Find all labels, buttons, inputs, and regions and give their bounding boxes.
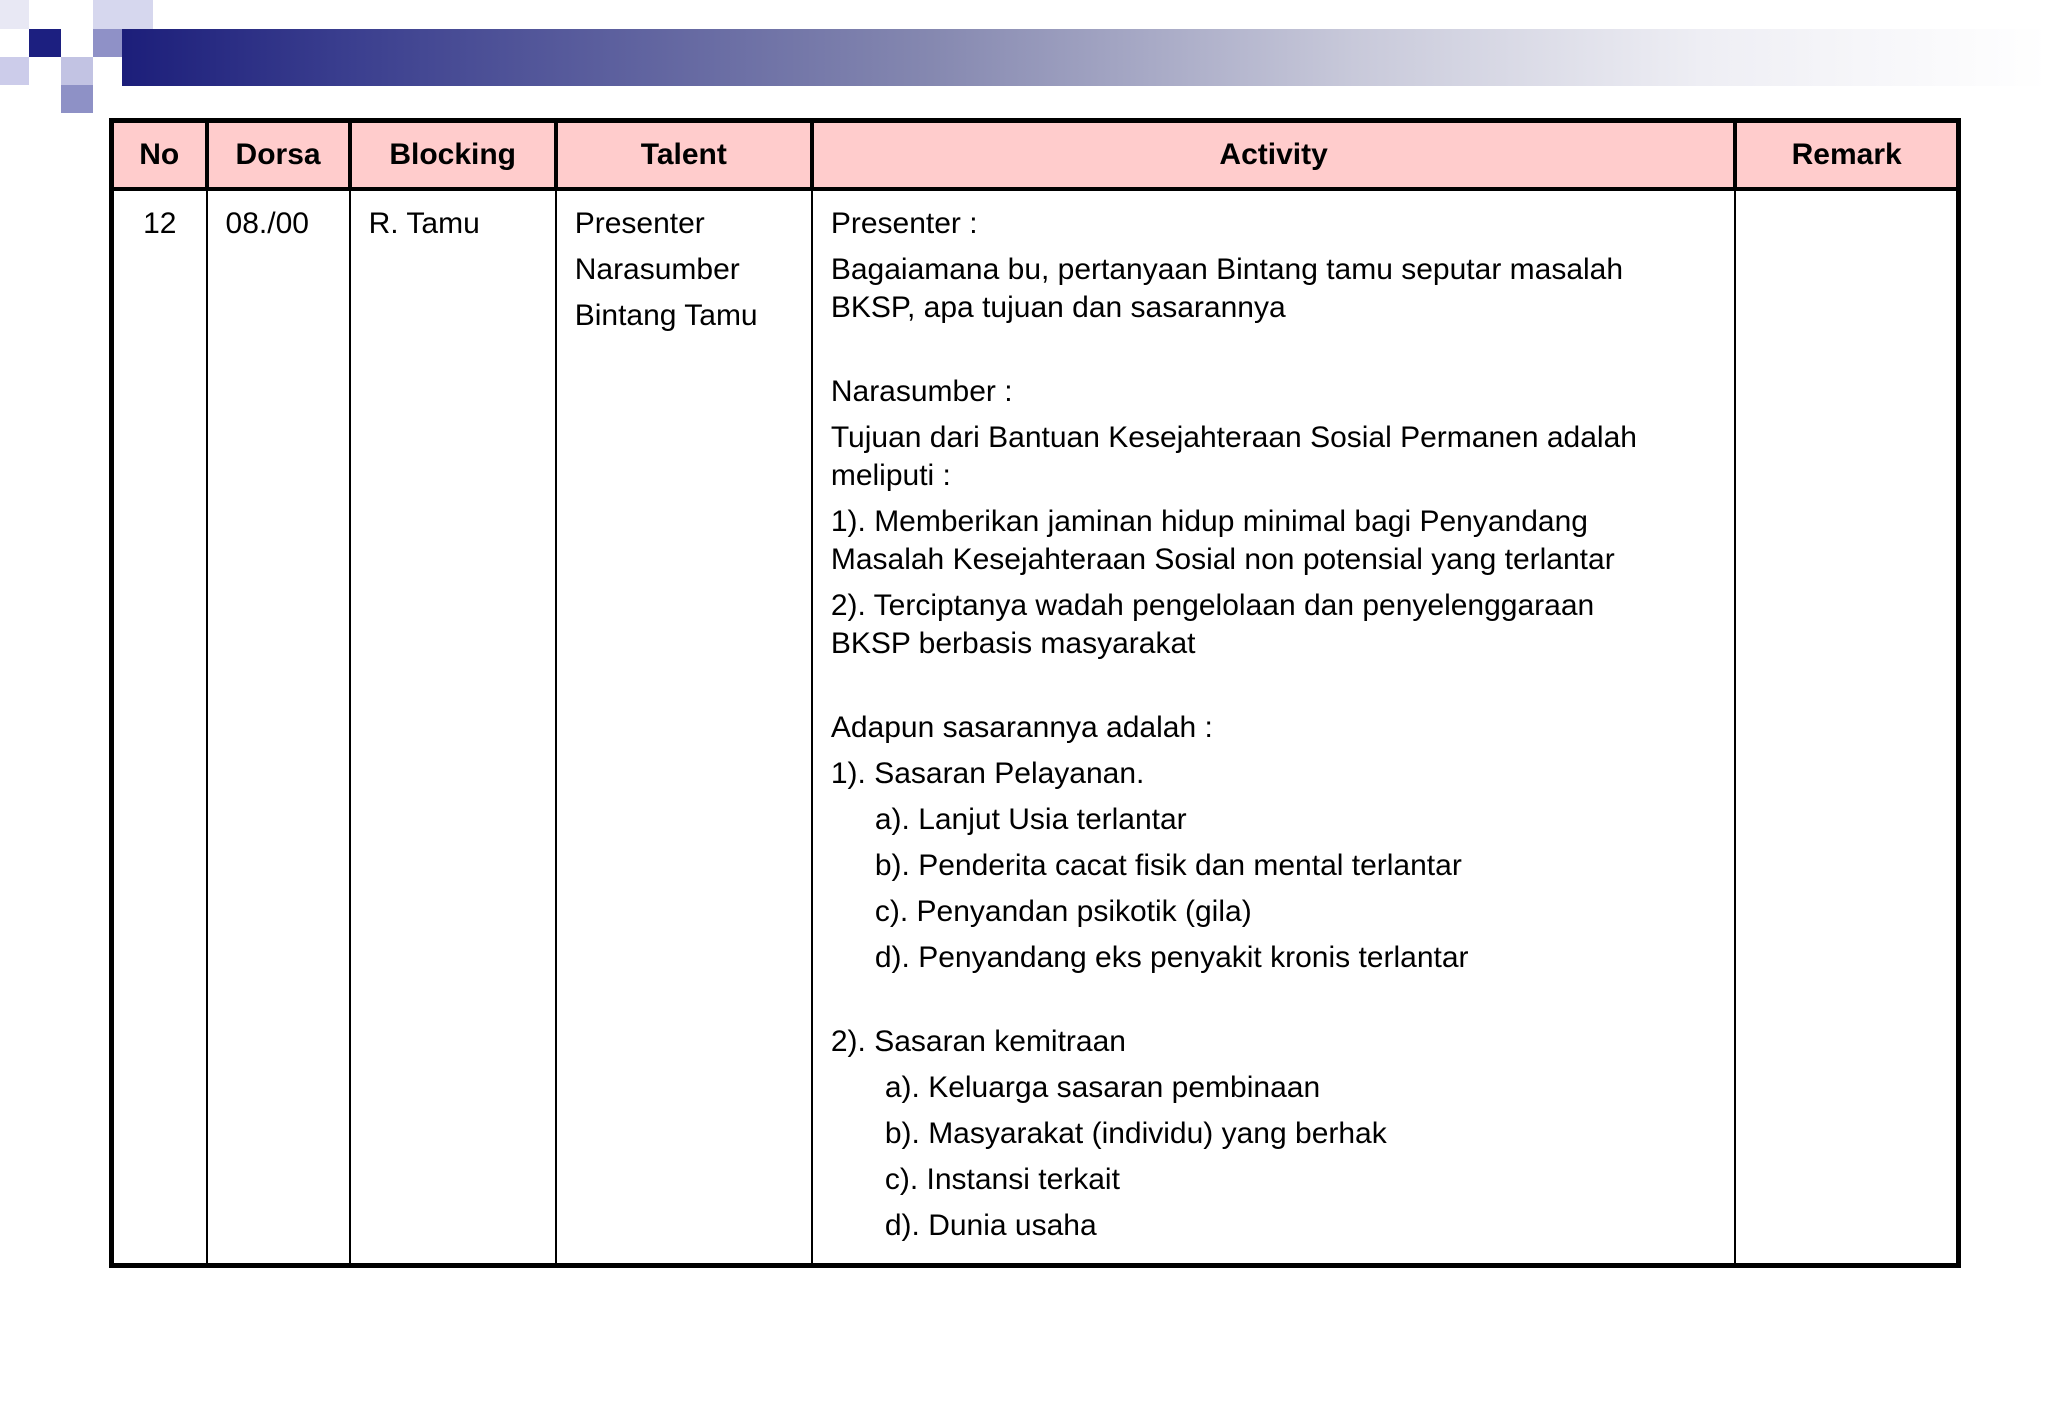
sasaran-1-title: 1). Sasaran Pelayanan. (830, 757, 1145, 790)
tujuan-1-line: Masalah Kesejahteraan Sosial non potensial yang terlantar (830, 543, 1615, 576)
narasumber-intro-line: meliputi : (830, 459, 951, 492)
sasaran-1-item: c). Penyandan psikotik (gila) (874, 895, 1252, 928)
cell-activity (812, 189, 1736, 1266)
header-activity: Activity (812, 121, 1736, 190)
talent-item: Narasumber (574, 253, 740, 286)
decor-square (29, 29, 61, 57)
sasaran-2-item: b). Masyarakat (individu) yang berhak (884, 1117, 1387, 1150)
cell-talent (556, 189, 812, 1266)
decor-square (93, 29, 122, 57)
tujuan-1-line: 1). Memberikan jaminan hidup minimal bagi Penyandang (830, 505, 1588, 538)
header-gradient-band (122, 29, 2048, 86)
header-dorsa: Dorsa (207, 121, 350, 190)
presenter-text-line: Bagaiamana bu, pertanyaan Bintang tamu seputar masalah (830, 253, 1624, 286)
decor-square (0, 0, 29, 29)
sasaran-1-item: b). Penderita cacat fisik dan mental terlantar (874, 849, 1462, 882)
header-talent: Talent (556, 121, 812, 190)
sasaran-1-item: d). Penyandang eks penyakit kronis terlantar (874, 941, 1469, 974)
presenter-text-line: BKSP, apa tujuan dan sasarannya (830, 291, 1286, 324)
narasumber-label: Narasumber : (830, 375, 1013, 408)
sasaran-1-item: a). Lanjut Usia terlantar (874, 803, 1187, 836)
tujuan-2-line: 2). Terciptanya wadah pengelolaan dan penyelenggaraan (830, 589, 1595, 622)
talent-item: Bintang Tamu (574, 299, 758, 332)
sasaran-2-item: c). Instansi terkait (884, 1163, 1120, 1196)
decor-square (61, 85, 93, 113)
presenter-label: Presenter : (830, 207, 978, 240)
table-row (112, 189, 1959, 1266)
header-no: No (112, 121, 207, 190)
cell-dorsa: 08./00 (207, 189, 350, 1266)
cell-no: 12 (112, 189, 207, 1266)
decor-square (61, 57, 93, 85)
sasaran-2-item: a). Keluarga sasaran pembinaan (884, 1071, 1321, 1104)
decor-square (93, 0, 153, 29)
script-table (109, 118, 1961, 1268)
header-remark: Remark (1735, 121, 1958, 190)
sasaran-label: Adapun sasarannya adalah : (830, 711, 1213, 744)
tujuan-2-line: BKSP berbasis masyarakat (830, 627, 1196, 660)
table-header-row (112, 121, 1959, 190)
narasumber-intro-line: Tujuan dari Bantuan Kesejahteraan Sosial Permanen adalah (830, 421, 1637, 454)
sasaran-2-item: d). Dunia usaha (884, 1209, 1097, 1242)
cell-remark (1735, 189, 1958, 1266)
decor-square (0, 57, 29, 85)
header-blocking: Blocking (350, 121, 556, 190)
sasaran-2-title: 2). Sasaran kemitraan (830, 1025, 1126, 1058)
cell-blocking: R. Tamu (350, 189, 556, 1266)
talent-item: Presenter (574, 207, 705, 240)
